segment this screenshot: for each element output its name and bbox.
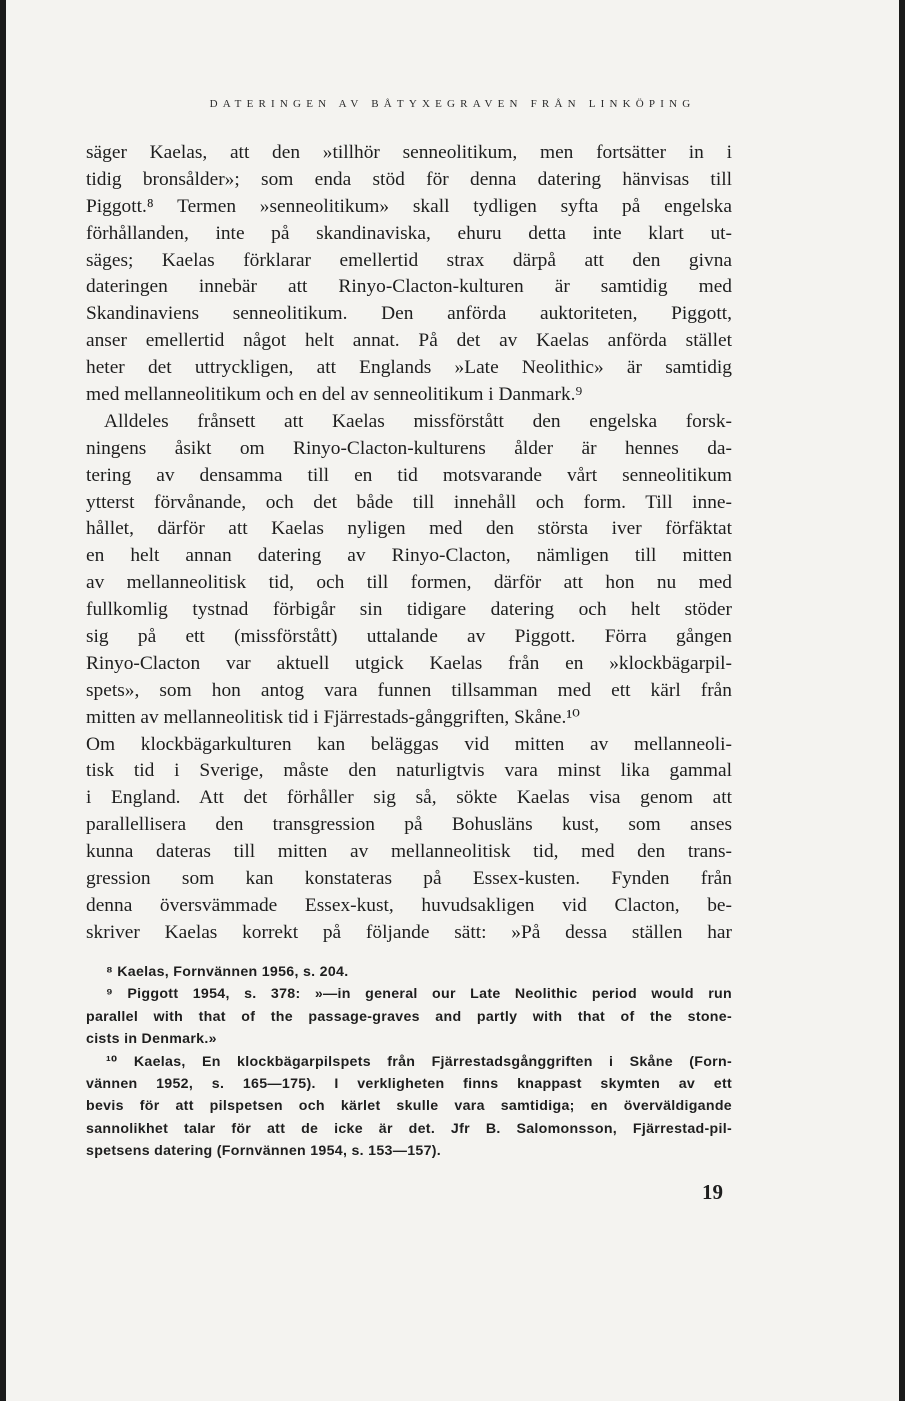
body-line: ytterst förvånande, och det både till innehåll och form. Till inne- bbox=[86, 491, 732, 513]
body-text bbox=[86, 140, 732, 947]
body-line: tidig bronsålder»; som enda stöd för denna datering hänvisas till bbox=[86, 168, 732, 190]
body-line: kunna dateras till mitten av mellanneolitisk tid, med den trans- bbox=[86, 841, 732, 863]
body-line: fullkomlig tystnad förbigår sin tidigare datering och helt stöder bbox=[86, 599, 732, 621]
footnote-10: ¹⁰ Kaelas, En klockbägarpilspets från Fjärrestadsgånggriften i Skåne (Forn- bbox=[106, 1053, 732, 1070]
body-line: Piggott.⁸ Termen »senneolitikum» skall tydligen syfta på engelska bbox=[86, 195, 732, 217]
body-line: i England. Att det förhåller sig så, sökte Kaelas visa genom att bbox=[86, 787, 732, 809]
footnote-line: bevis för att pilspetsen och kärlet skulle vara samtidiga; en överväldigande bbox=[86, 1098, 732, 1115]
running-head: DATERINGEN AV BÅTYXEGRAVEN FRÅN LINKÖPING bbox=[209, 98, 696, 110]
page-number: 19 bbox=[702, 1180, 723, 1204]
body-line: anser emellertid något helt annat. På det av Kaelas anförda stället bbox=[86, 330, 732, 352]
body-line: skriver Kaelas korrekt på följande sätt: »På dessa ställen har bbox=[86, 921, 732, 943]
body-line: tering av densamma till en tid motsvarande vårt senneolitikum bbox=[86, 464, 732, 486]
footnotes bbox=[86, 961, 732, 1163]
body-line: ningens åsikt om Rinyo-Clacton-kulturens ålder är hennes da- bbox=[86, 437, 732, 459]
body-line: mitten av mellanneolitisk tid i Fjärrestads-gånggriften, Skåne.¹⁰ bbox=[86, 706, 580, 728]
body-line: en helt annan datering av Rinyo-Clacton, nämligen till mitten bbox=[86, 545, 732, 567]
body-line: denna översvämmade Essex-kust, huvudsakligen vid Clacton, be- bbox=[86, 894, 732, 916]
body-line: av mellanneolitisk tid, och till formen, därför att hon nu med bbox=[86, 572, 732, 594]
body-line: förhållanden, inte på skandinaviska, ehuru detta inte klart ut- bbox=[86, 222, 732, 244]
footnote-line: parallel with that of the passage-graves and partly with that of the stone- bbox=[86, 1008, 732, 1025]
body-line: tisk tid i Sverige, måste den naturligtvis vara minst lika gammal bbox=[86, 760, 732, 782]
footnote-8: ⁸ Kaelas, Fornvännen 1956, s. 204. bbox=[106, 964, 349, 980]
footnote-line: vännen 1952, s. 165—175). I verkligheten finns knappast skymten av ett bbox=[86, 1075, 732, 1092]
body-line: sig på ett (missförstått) uttalande av Piggott. Förra gången bbox=[86, 626, 732, 648]
body-line: Alldeles frånsett att Kaelas missförstått den engelska forsk- bbox=[104, 410, 732, 432]
body-line: Om klockbägarkulturen kan beläggas vid mitten av mellanneoli- bbox=[86, 733, 732, 755]
footnote-line: cists in Denmark.» bbox=[86, 1031, 217, 1048]
body-line: dateringen innebär att Rinyo-Clacton-kulturen är samtidig med bbox=[86, 276, 732, 298]
footnote-line: sannolikhet talar för att de icke är det. Jfr B. Salomonsson, Fjärrestad-pil- bbox=[86, 1120, 732, 1137]
book-page bbox=[6, 0, 899, 1401]
footnote-line: spetsens datering (Fornvännen 1954, s. 153—157). bbox=[86, 1143, 442, 1160]
body-line: Skandinaviens senneolitikum. Den anförda auktoriteten, Piggott, bbox=[86, 303, 732, 325]
body-line: heter det uttryckligen, att Englands »Late Neolithic» är samtidig bbox=[86, 357, 732, 379]
body-line: spets», som hon antog vara funnen tillsamman med ett kärl från bbox=[86, 679, 732, 701]
body-line: gression som kan konstateras på Essex-kusten. Fynden från bbox=[86, 868, 732, 890]
body-line: säges; Kaelas förklarar emellertid strax därpå att den givna bbox=[86, 249, 732, 271]
body-line: hållet, därför att Kaelas nyligen med den största iver förfäktat bbox=[86, 518, 732, 540]
footnote-9: ⁹ Piggott 1954, s. 378: »—in general our Late Neolithic period would run bbox=[106, 986, 732, 1003]
body-line: säger Kaelas, att den »tillhör senneolitikum, men fortsätter in i bbox=[86, 142, 732, 163]
body-line: Rinyo-Clacton var aktuell utgick Kaelas från en »klockbägarpil- bbox=[86, 652, 732, 674]
body-line: parallellisera den transgression på Bohusläns kust, som anses bbox=[86, 814, 732, 836]
body-line: med mellanneolitikum och en del av senneolitikum i Danmark.⁹ bbox=[86, 384, 583, 406]
